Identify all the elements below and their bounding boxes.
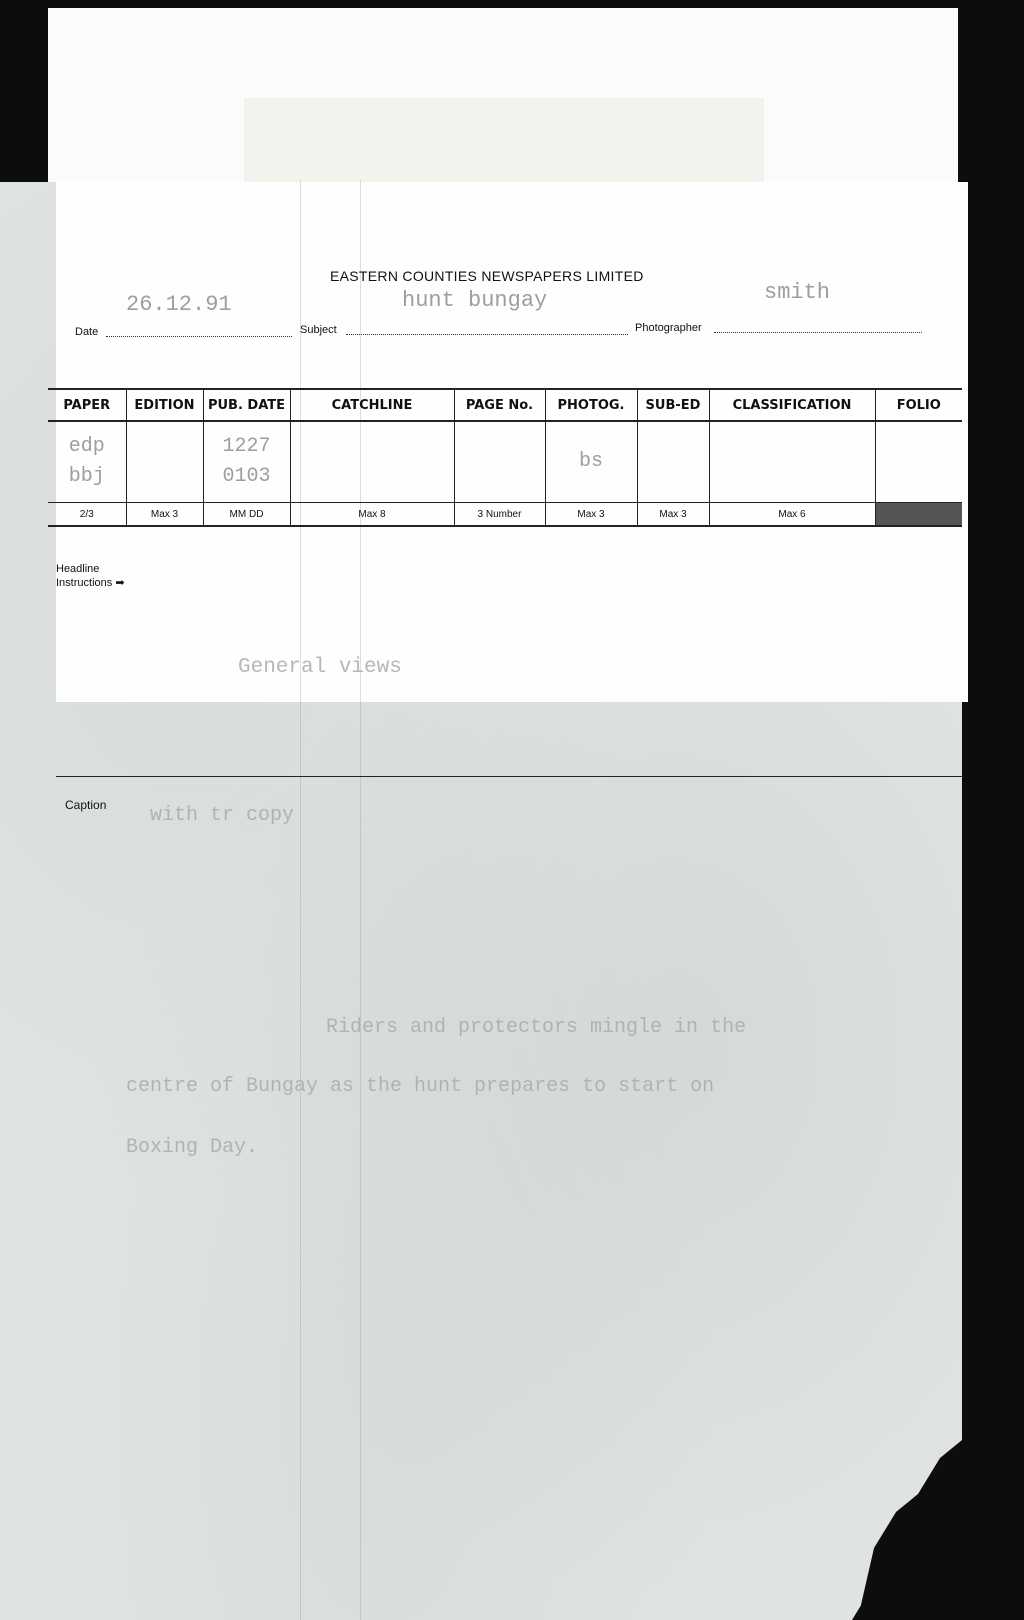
photog-cell: [545, 421, 637, 503]
catchline-cell: [290, 421, 454, 503]
col-header-folio: FOLIO: [875, 389, 962, 421]
caption-label: Caption: [65, 798, 107, 812]
torn-corner: [852, 1440, 962, 1620]
caption-divider: [56, 776, 962, 777]
limit-catchline: Max 8: [290, 503, 454, 527]
paper-cell: [48, 421, 126, 503]
subject-dots: [346, 334, 628, 335]
limit-sub-ed: Max 3: [637, 503, 709, 527]
classification-cell: [709, 421, 875, 503]
caption-line-1: Riders and protectors mingle in the: [326, 1016, 747, 1039]
top-attached-sheet: [48, 8, 958, 192]
col-header-page-no: PAGE No.: [454, 389, 545, 421]
pub-date-cell: [203, 421, 290, 503]
headline-label: Headline: [56, 563, 100, 575]
caption-line-2: centre of Bungay as the hunt prepares to start on: [126, 1075, 715, 1098]
limit-paper: 2/3: [48, 503, 126, 527]
limit-folio: [875, 503, 962, 527]
caption-line-3: Boxing Day.: [126, 1136, 259, 1159]
date-label: Date: [75, 326, 99, 338]
caption-note: with tr copy: [150, 804, 295, 827]
limit-page-no: 3 Number: [454, 503, 545, 527]
pub-date-value: 1227: [222, 435, 271, 458]
col-header-pub-date: PUB. DATE: [203, 389, 290, 421]
photographer-dots: [714, 332, 922, 333]
date-value: 26.12.91: [126, 292, 232, 317]
date-dots: [106, 336, 292, 337]
col-header-catchline: CATCHLINE: [290, 389, 454, 421]
headline-text: General views: [238, 656, 402, 679]
sub-ed-cell: [637, 421, 709, 503]
col-header-photog: PHOTOG.: [545, 389, 637, 421]
photog-value: bs: [578, 450, 603, 473]
col-header-paper: PAPER: [48, 389, 126, 421]
pub-date-value: 0103: [222, 465, 271, 488]
col-header-sub-ed: SUB-ED: [637, 389, 709, 421]
instructions-label: Instructions: [56, 577, 113, 589]
col-header-classification: CLASSIFICATION: [709, 389, 875, 421]
limit-edition: Max 3: [126, 503, 203, 527]
headline-instructions-label: [56, 562, 125, 590]
page-no-cell: [454, 421, 545, 503]
limit-classification: Max 6: [709, 503, 875, 527]
photographer-value: smith: [764, 280, 831, 305]
paper-value: bbj: [68, 465, 105, 488]
edition-cell: [126, 421, 203, 503]
paper-value: edp: [68, 435, 105, 458]
folio-cell: [875, 421, 962, 503]
table-header-row: [48, 389, 962, 421]
photographer-label: Photographer: [635, 322, 702, 334]
limit-pub-date: MM DD: [203, 503, 290, 527]
job-details-table: [48, 388, 962, 527]
col-header-edition: EDITION: [126, 389, 203, 421]
table-limits-row: [48, 503, 962, 527]
subject-label: Subject: [300, 324, 337, 336]
arrow-right-icon: ➡: [115, 577, 125, 589]
table-value-row: [48, 421, 962, 503]
company-name: EASTERN COUNTIES NEWSPAPERS LIMITED: [330, 268, 644, 284]
subject-value: hunt bungay: [402, 288, 548, 313]
limit-photog: Max 3: [545, 503, 637, 527]
